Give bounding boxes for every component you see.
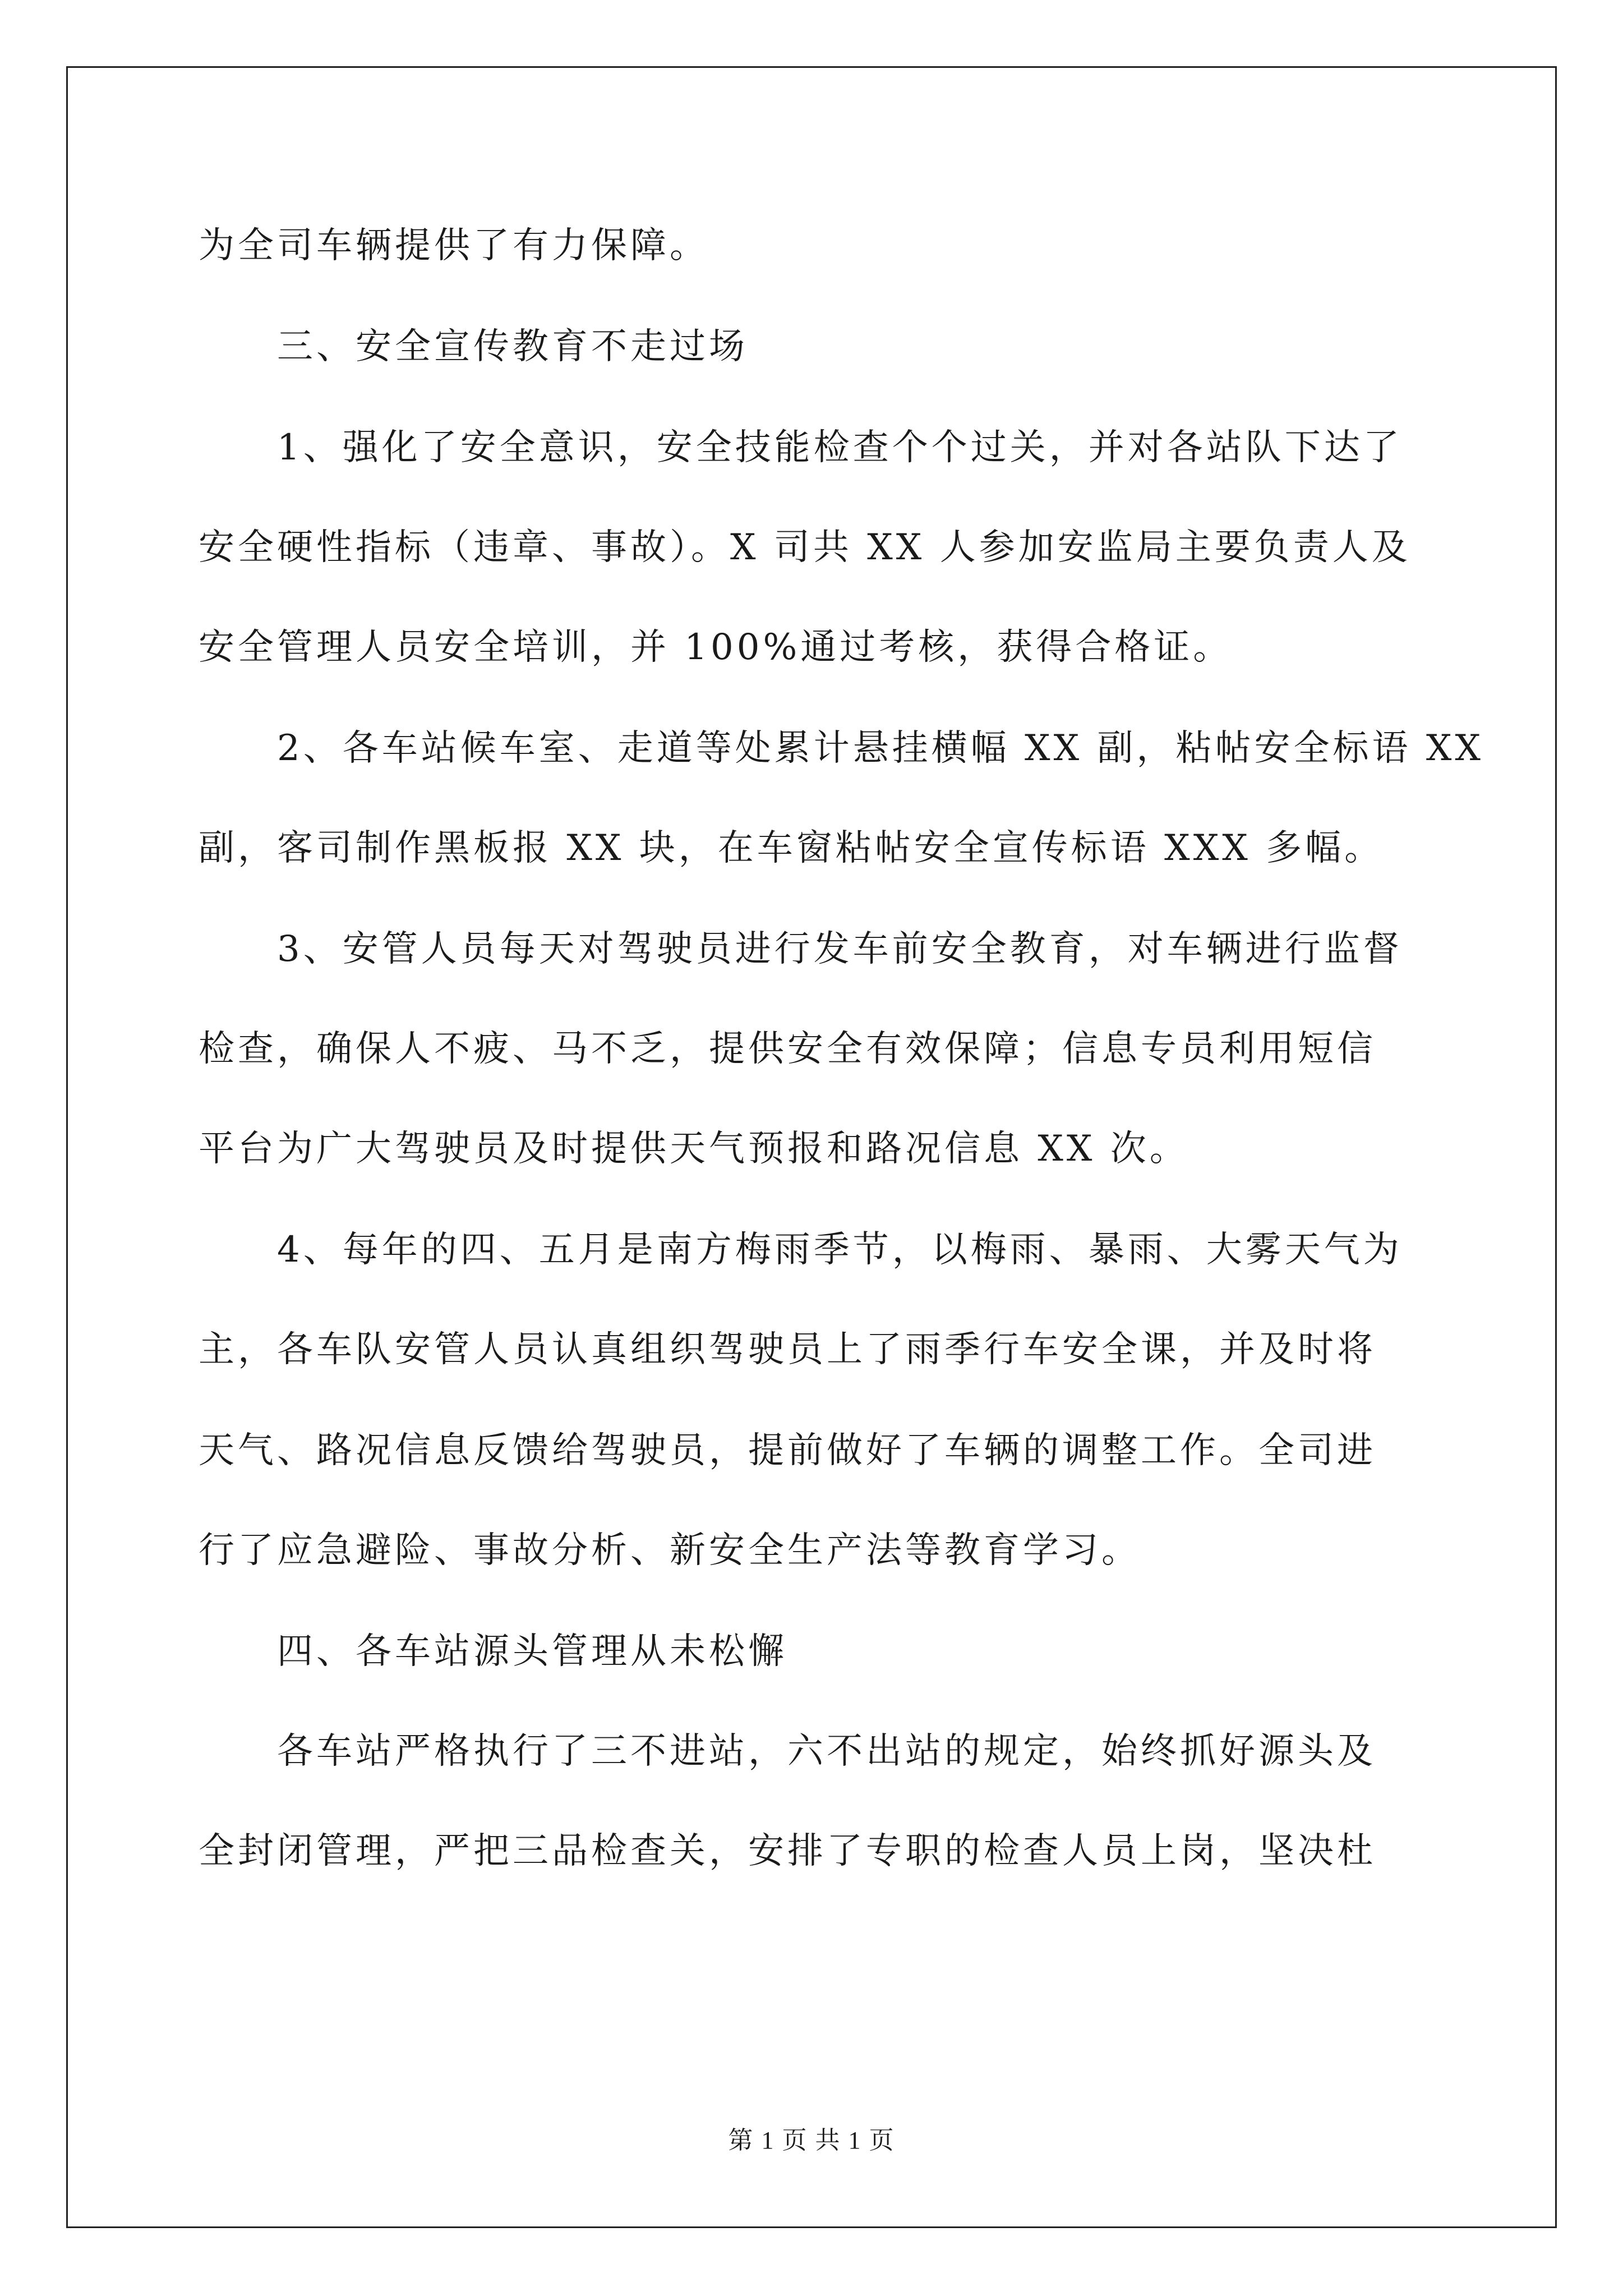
text-line: 4、每年的四、五月是南方梅雨季节，以梅雨、暴雨、大雾天气为: [277, 1229, 1403, 1271]
page-number-footer: 第 1 页 共 1 页: [728, 2127, 895, 2154]
text-line: 1、强化了安全意识，安全技能检查个个过关，并对各站队下达了: [277, 427, 1403, 468]
text-line: 行了应急避险、事故分析、新安全生产法等教育学习。: [199, 1530, 1141, 1571]
text-line: 平台为广大驾驶员及时提供天气预报和路况信息 XX 次。: [199, 1128, 1189, 1170]
text-line: 为全司车辆提供了有力保障。: [199, 225, 709, 266]
text-line: 安全管理人员安全培训，并 100%通过考核，获得合格证。: [199, 627, 1233, 668]
text-line: 主，各车队安管人员认真组织驾驶员上了雨季行车安全课，并及时将: [199, 1329, 1376, 1370]
section-heading: 四、各车站源头管理从未松懈: [277, 1631, 787, 1672]
text-line: 3、安管人员每天对驾驶员进行发车前安全教育，对车辆进行监督: [277, 928, 1403, 970]
text-line: 全封闭管理，严把三品检查关，安排了专职的检查人员上岗，坚决杜: [199, 1830, 1376, 1872]
text-line: 安全硬性指标（违章、事故）。X 司共 XX 人参加安监局主要负责人及: [199, 527, 1411, 568]
text-line: 副，客司制作黑板报 XX 块，在车窗粘帖安全宣传标语 XXX 多幅。: [199, 827, 1384, 869]
text-line: 各车站严格执行了三不进站，六不出站的规定，始终抓好源头及: [277, 1731, 1376, 1772]
text-line: 2、各车站候车室、走道等处累计悬挂横幅 XX 副，粘帖安全标语 XX: [277, 728, 1484, 769]
text-line: 检查，确保人不疲、马不乏，提供安全有效保障；信息专员利用短信: [199, 1028, 1376, 1070]
section-heading: 三、安全宣传教育不走过场: [277, 326, 748, 367]
text-line: 天气、路况信息反馈给驾驶员，提前做好了车辆的调整工作。全司进: [199, 1430, 1376, 1471]
